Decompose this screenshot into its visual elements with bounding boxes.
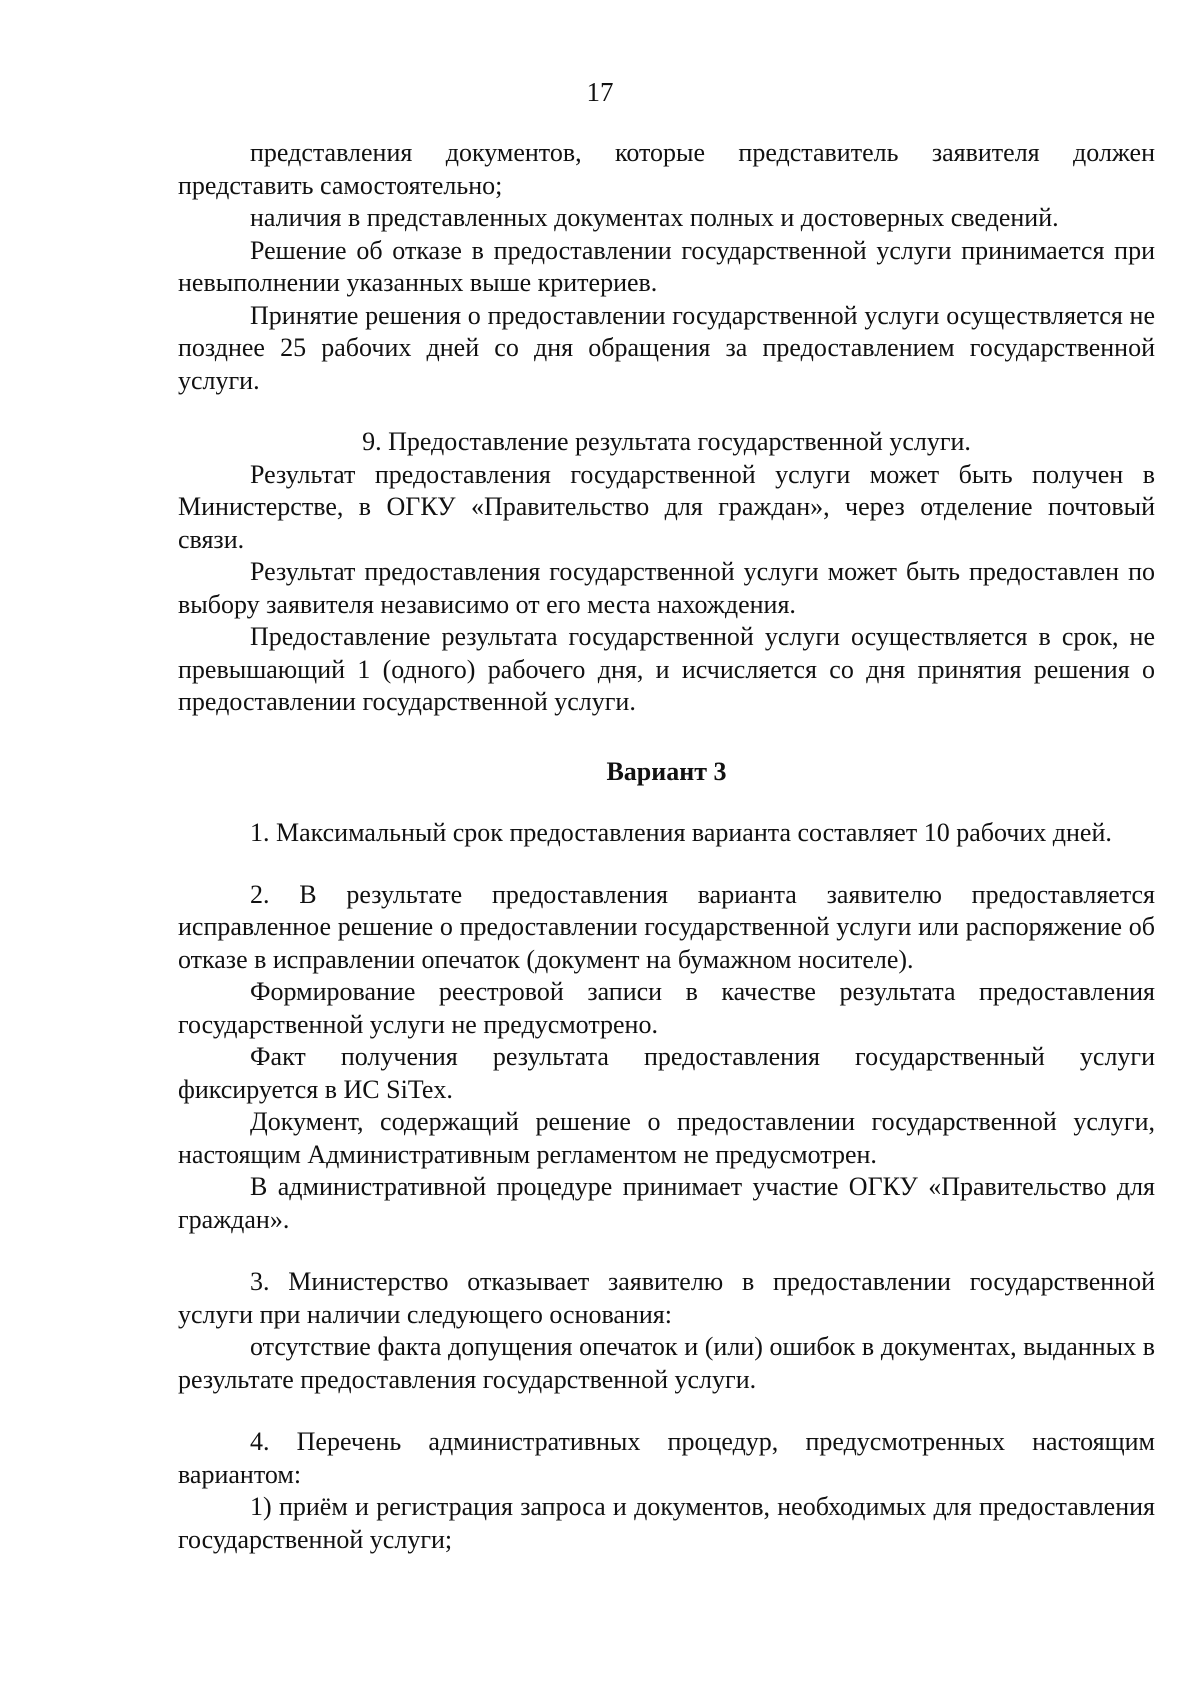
paragraph-result-receipt: Результат предоставления государственной услуги может быть получен в Министерстве, в ОГКУ «Правительство для граждан», через отделение почтовый связи. — [178, 459, 1155, 554]
page-number: 17 — [586, 77, 614, 107]
paragraph-result-fact: Факт получения результата предоставления государственный услуги фиксируется в ИС SiTex. — [178, 1042, 1155, 1104]
procedure-item-1: 1) приём и регистрация запроса и документов, необходимых для предоставления государственной услуги; — [178, 1492, 1155, 1554]
section-9-title: 9. Предоставление результата государственной услуги. — [362, 427, 971, 456]
paragraph-complete-info: наличия в представленных документах полных и достоверных сведений. — [250, 203, 1059, 232]
variant-item-4: 4. Перечень административных процедур, предусмотренных настоящим вариантом: — [178, 1427, 1155, 1489]
paragraph-result-location: Результат предоставления государственной услуги может быть предоставлен по выбору заявителя независимо от его места нахождения. — [178, 557, 1155, 619]
paragraph-refusal-decision: Решение об отказе в предоставлении государственной услуги принимается при невыполнении указанных выше критериев. — [178, 235, 1155, 297]
document-body — [178, 137, 1155, 1556]
paragraph-registry-record: Формирование реестровой записи в качестве результата предоставления государственной услуги не предусмотрено. — [178, 977, 1155, 1039]
variant-item-3: 3. Министерство отказывает заявителю в предоставлении государственной услуги при наличии следующего основания: — [178, 1267, 1155, 1329]
paragraph-decision-deadline: Принятие решения о предоставлении государственной услуги осуществляется не позднее 25 рабочих дней со дня обращения за предоставлением государственной услуги. — [178, 300, 1155, 395]
paragraph-participant: В административной процедуре принимает участие ОГКУ «Правительство для граждан». — [178, 1172, 1155, 1234]
variant-item-1: 1. Максимальный срок предоставления варианта составляет 10 рабочих дней. — [250, 818, 1112, 847]
paragraph-documents-representative: представления документов, которые представитель заявителя должен представить самостоятельно; — [178, 138, 1155, 200]
variant-heading: Вариант 3 — [606, 756, 727, 786]
variant-item-2: 2. В результате предоставления варианта заявителю предоставляется исправленное решение о предоставлении государственной услуги или распоряжение об отказе в исправлении опечаток (документ на бумажном носителе). — [178, 879, 1155, 974]
paragraph-refusal-ground: отсутствие факта допущения опечаток и (или) ошибок в документах, выданных в результате предоставления государственной услуги. — [178, 1332, 1155, 1394]
paragraph-result-term: Предоставление результата государственной услуги осуществляется в срок, не превышающий 1 (одного) рабочего дня, и исчисляется со дня принятия решения о предоставлении государственной услуги. — [178, 622, 1155, 716]
paragraph-decision-document: Документ, содержащий решение о предоставлении государственной услуги, настоящим Административным регламентом не предусмотрен. — [178, 1107, 1155, 1169]
